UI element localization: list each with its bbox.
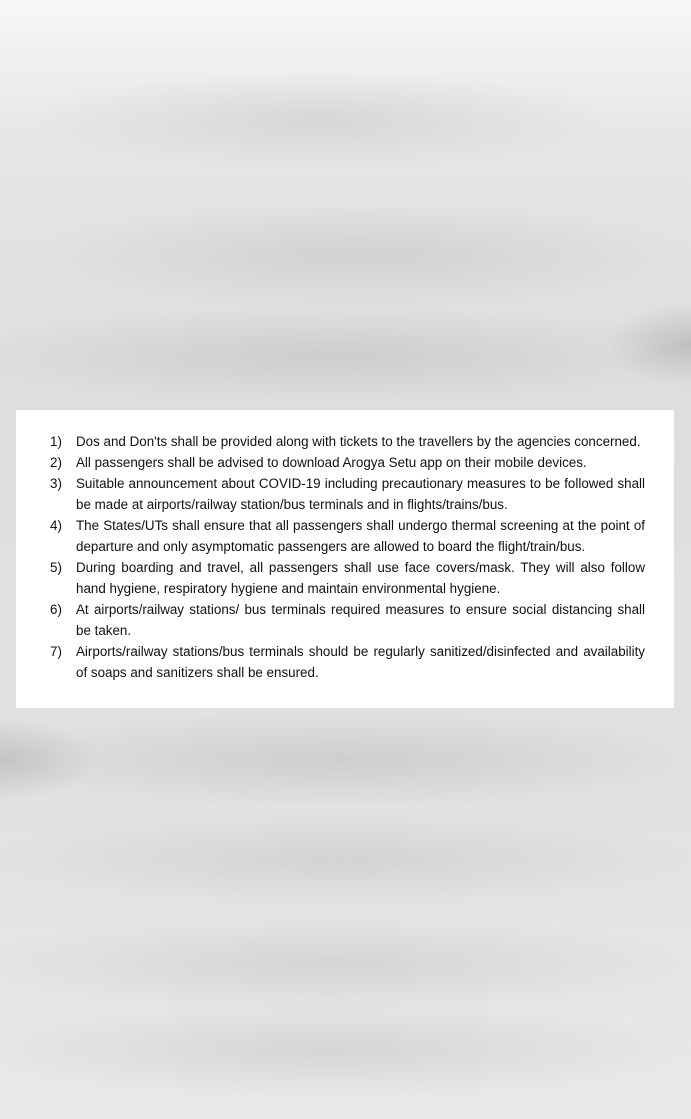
list-item-number: 2): [50, 455, 62, 470]
list-item: [50, 431, 645, 452]
list-item-text: Airports/railway stations/bus terminals should be regularly sanitized/disinfected and availability of soaps and sanitizers shall be ensured.: [76, 644, 645, 680]
list-item-number: 5): [50, 560, 62, 575]
list-item-text: Dos and Don'ts shall be provided along with tickets to the travellers by the agencies concerned.: [76, 434, 641, 449]
list-item-text: The States/UTs shall ensure that all passengers shall undergo thermal screening at the point of departure and only asymptomatic passengers are allowed to board the flight/train/bus.: [76, 518, 645, 554]
guideline-list: [50, 431, 645, 683]
list-item-text: Suitable announcement about COVID-19 including precautionary measures to be followed shall be made at airports/railway station/bus terminals and in flights/trains/bus.: [76, 476, 645, 512]
list-item: [50, 641, 645, 683]
list-item-number: 1): [50, 434, 62, 449]
list-item: [50, 473, 645, 515]
list-item-text: All passengers shall be advised to download Arogya Setu app on their mobile devices.: [76, 455, 587, 470]
list-item: [50, 599, 645, 641]
list-item-number: 7): [50, 644, 62, 659]
list-item-number: 4): [50, 518, 62, 533]
document-card: [16, 410, 674, 708]
list-item: [50, 452, 645, 473]
list-item-text: During boarding and travel, all passengers shall use face covers/mask. They will also follow hand hygiene, respiratory hygiene and maintain environmental hygiene.: [76, 560, 645, 596]
list-item-number: 6): [50, 602, 62, 617]
list-item: [50, 557, 645, 599]
list-item: [50, 515, 645, 557]
list-item-number: 3): [50, 476, 62, 491]
list-item-text: At airports/railway stations/ bus terminals required measures to ensure social distancing shall be taken.: [76, 602, 645, 638]
